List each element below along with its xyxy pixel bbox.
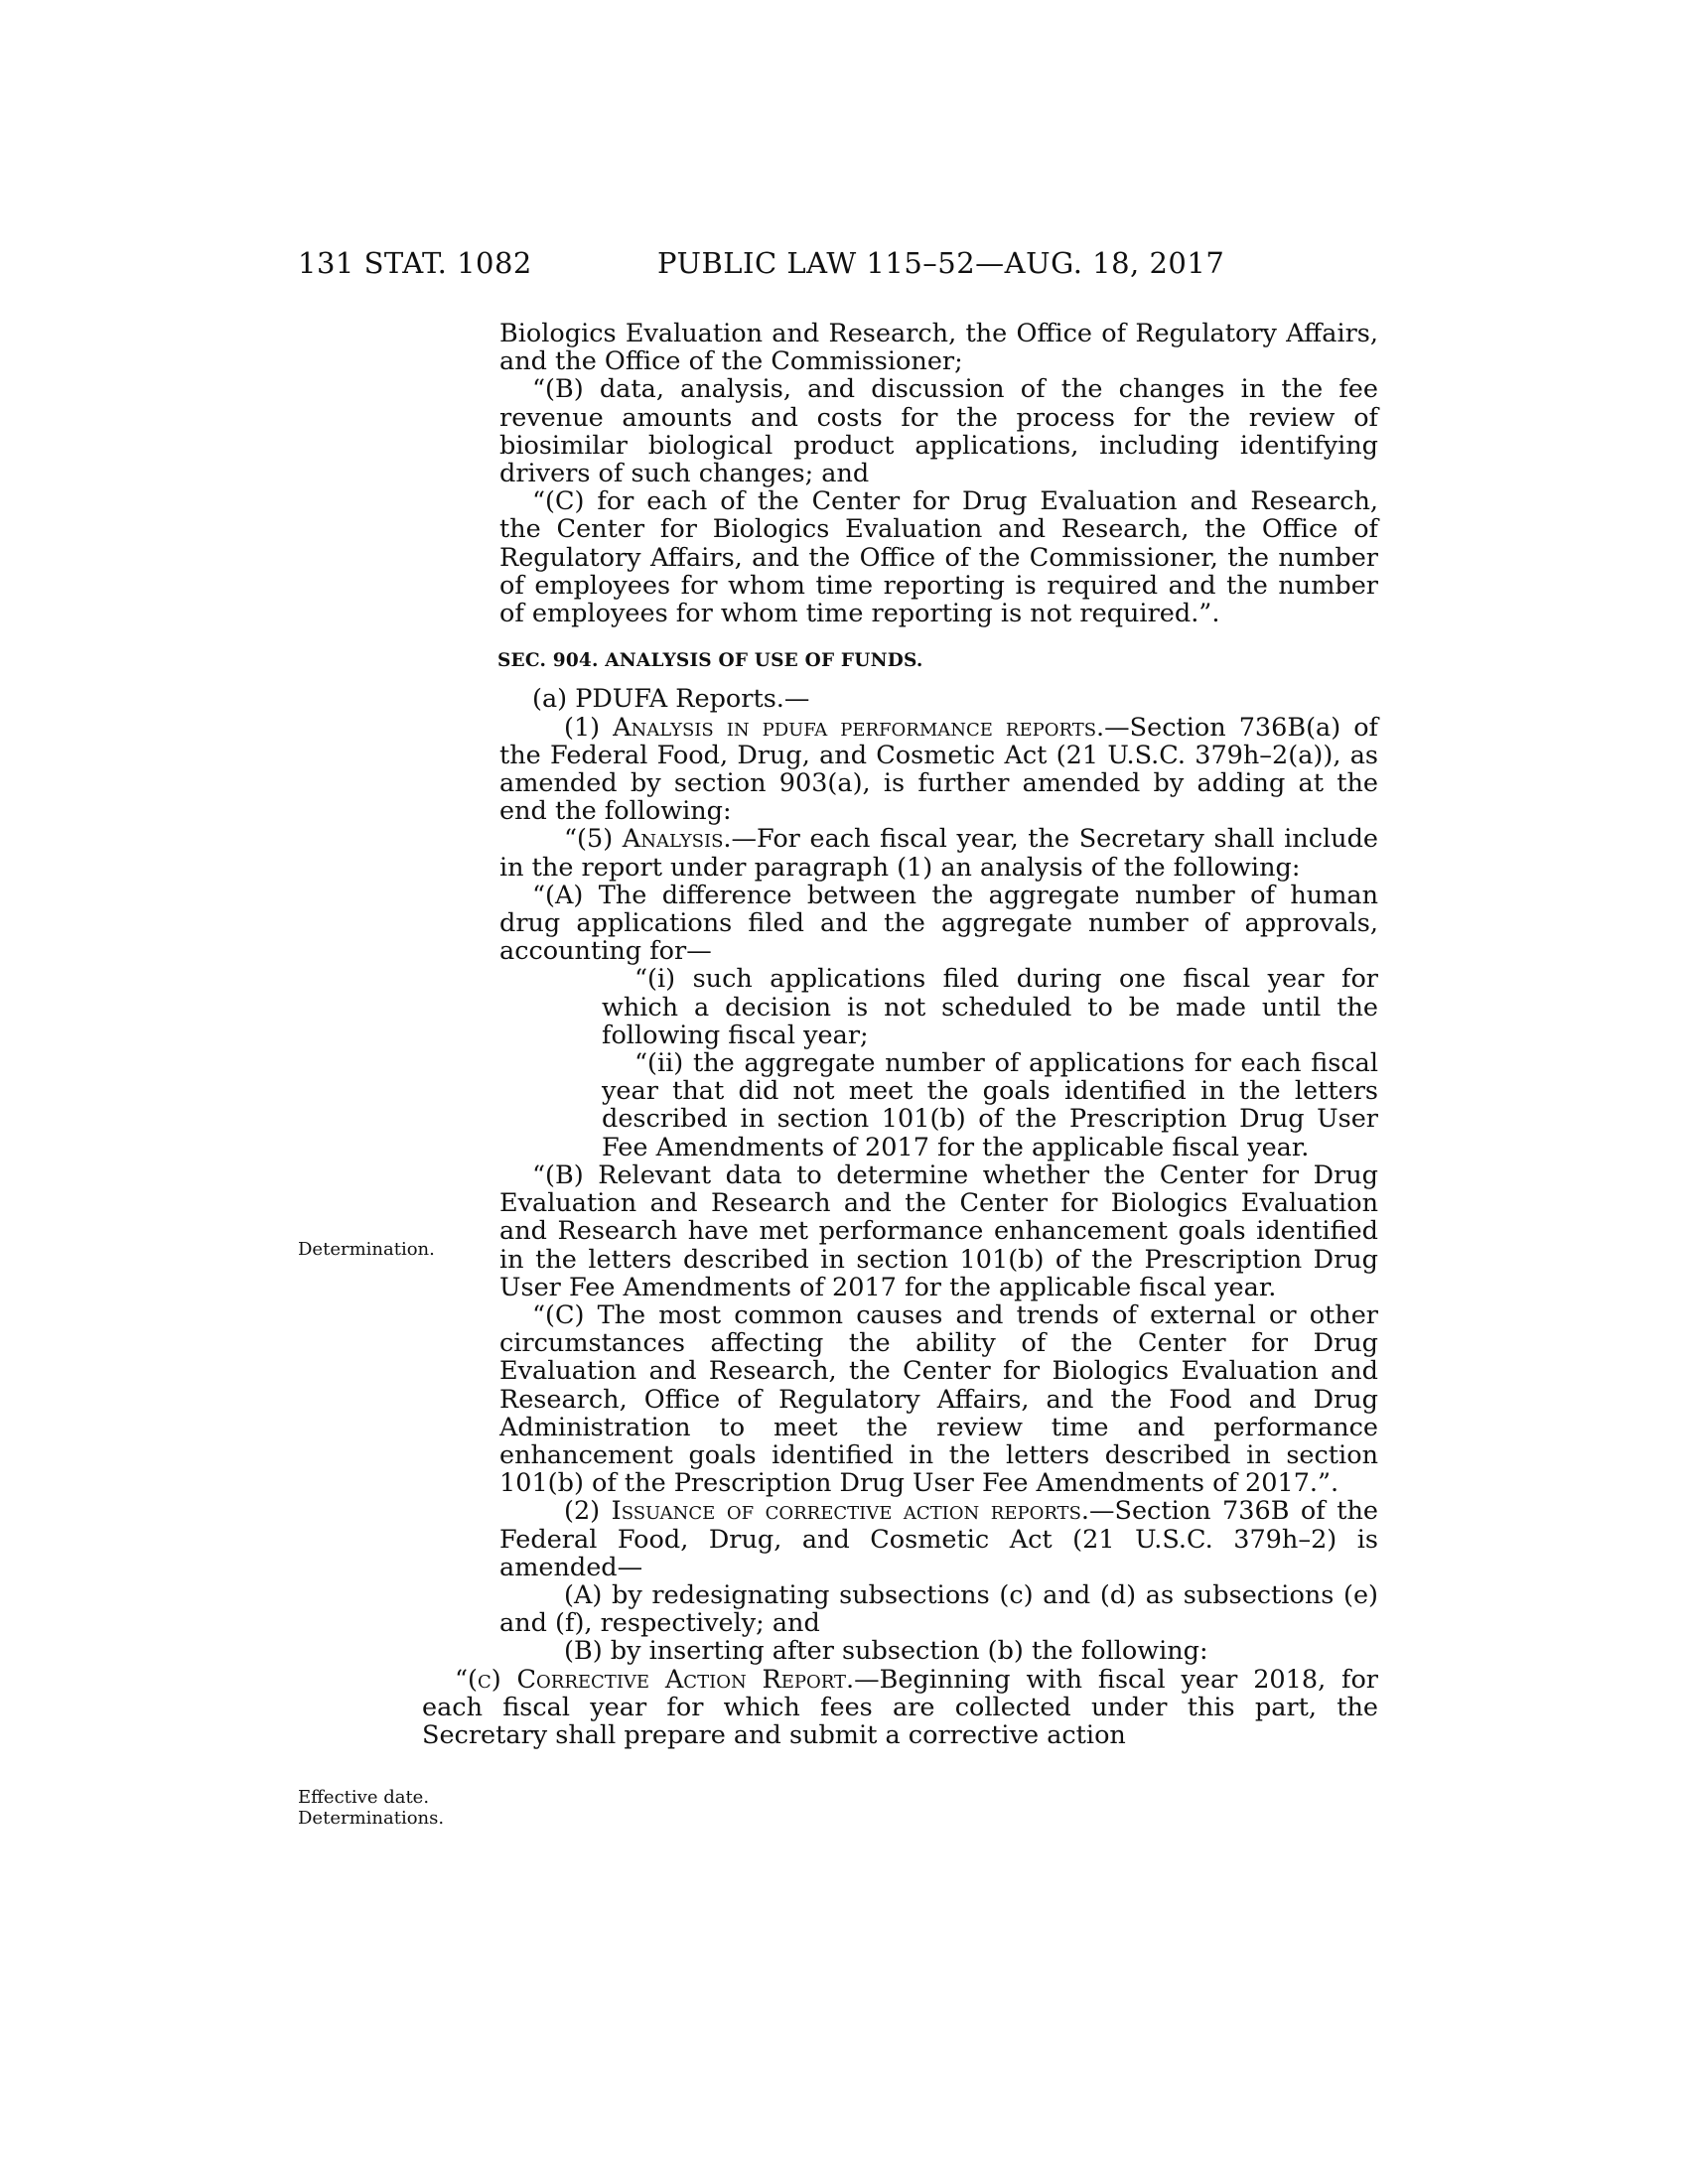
subparagraph-a: “(A) The difference between the aggregate number of human drug applications filed and the aggregate number of approvals, accounting for— (499, 880, 1378, 967)
subsection-c-text: —Beginning with fiscal year 2018, for each fiscal year for which fees are collected under this part, the Secretary shall prepare and submit a corrective action (422, 1664, 1378, 1750)
subsection-c-heading: “(c) Corrective Action Report. (455, 1664, 855, 1695)
subsection-a-heading (499, 685, 1378, 713)
paragraph-1-heading: (1) Analysis in pdufa performance reports. (564, 712, 1105, 743)
clause-ii: “(ii) the aggregate number of applications for each fiscal year that did not meet the goals identified in the letters described in section 101(b) of the Prescription Drug User Fee Amendments of 2017 for the applicable fiscal year. (602, 1048, 1378, 1162)
body-text (422, 319, 1378, 1750)
margin-note-effective-date: Effective date. (298, 1787, 430, 1808)
clause-i: “(i) such applications filed during one fiscal year for which a decision is not scheduled to be made until the following fiscal year; (602, 964, 1378, 1050)
subparagraph-c: “(C) The most common causes and trends of external or other circumstances affecting the ability of the Center for Drug Evaluation and Research, the Center for Biologics Evaluation and Research, Office of Regulatory Affairs, and the Food and Drug Administration to meet the review time and performance enhancement goals identified in the letters described in section 101(b) of the Prescription Drug User Fee Amendments of 2017.”. (499, 1299, 1378, 1499)
item-a: (A) by redesignating subsections (c) and (d) as subsections (e) and (f), respectively; and (499, 1579, 1378, 1639)
paragraph-2-text: —Section 736B of the Federal Food, Drug, and Cosmetic Act (21 U.S.C. 379h–2) is amended— (499, 1496, 1378, 1582)
subsection-a-label: (a) PDUFA Reports.— (532, 684, 810, 715)
paragraph-5 (499, 825, 1378, 881)
paragraph-2 (499, 1497, 1378, 1581)
paragraph-2-heading: (2) Issuance of corrective action reports. (564, 1496, 1089, 1527)
item-b: (B) by inserting after subsection (b) the following: (564, 1636, 1208, 1667)
margin-note-determinations: Determinations. (298, 1808, 445, 1829)
subparagraph-b: “(B) Relevant data to determine whether the Center for Drug Evaluation and Research and the Center for Biologics Evaluation and Research have met performance enhancement goals identified in the letters described in section 101(b) of the Prescription Drug User Fee Amendments of 2017 for the applicable fiscal year. (499, 1160, 1378, 1302)
paragraph-c: “(C) for each of the Center for Drug Evaluation and Research, the Center for Biologics Evaluation and Research, the Office of Regulatory Affairs, and the Office of the Commissioner, the number of employees for whom time reporting is required and the number of employees for whom time reporting is not required.”. (499, 486, 1378, 629)
section-heading: SEC. 904. ANALYSIS OF USE OF FUNDS. (497, 650, 923, 672)
paragraph-5-heading: “(5) Analysis. (564, 824, 732, 855)
subsection-c (422, 1666, 1378, 1750)
paragraph: Biologics Evaluation and Research, the Office of Regulatory Affairs, and the Office of the Commissioner; (499, 319, 1378, 377)
paragraph-1 (499, 714, 1378, 826)
law-title: PUBLIC LAW 115–52—AUG. 18, 2017 (657, 246, 1225, 280)
page-header (298, 246, 1380, 286)
stat-citation: 131 STAT. 1082 (298, 246, 532, 280)
paragraph-5-text: —For each fiscal year, the Secretary shall include in the report under paragraph (1) an analysis of the following: (499, 824, 1378, 883)
paragraph-1-text: —Section 736B(a) of the Federal Food, Drug, and Cosmetic Act (21 U.S.C. 379h–2(a)), as amended by section 903(a), is further amended by adding at the end the following: (499, 712, 1378, 827)
margin-note-determination: Determination. (298, 1239, 435, 1260)
paragraph-b: “(B) data, analysis, and discussion of the changes in the fee revenue amounts and costs for the process for the review of biosimilar biological product applications, including identifying drivers of such changes; and (499, 374, 1378, 489)
